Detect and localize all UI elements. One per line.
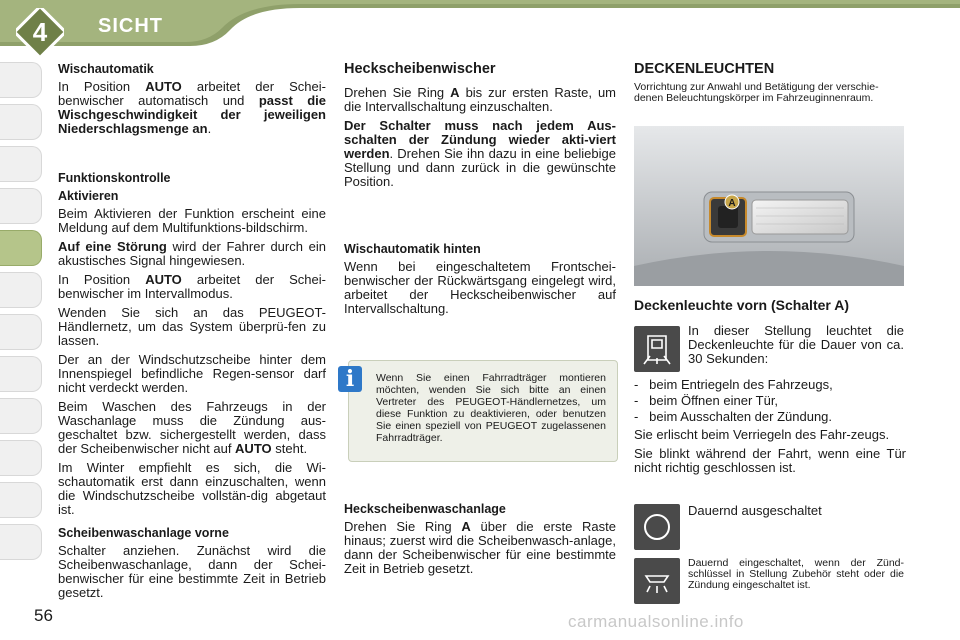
column-right-door-text bbox=[688, 324, 904, 371]
heading-heckscheibenwischer: Heckscheibenwischer bbox=[344, 61, 496, 77]
info-text: Wenn Sie einen Fahrradträger montieren möchten, wenden Sie sich bitte an einen Vertreter des PEUGEOT-Händlernetzes, um diese Funktion zu deaktivieren, oder benutzen Sie einen speziell von PEUGEOT zugelassenen Fahrradträger. bbox=[376, 372, 606, 444]
para-blinkt: Sie blinkt während der Fahrt, wenn eine Tür nicht richtig geschlossen ist. bbox=[634, 446, 906, 475]
heading-deckenleuchte-vorn: Deckenleuchte vorn (Schalter A) bbox=[634, 297, 849, 313]
heading-scheibenwaschanlage: Scheibenwaschanlage vorne bbox=[58, 526, 229, 540]
chapter-tab-11[interactable] bbox=[0, 482, 42, 518]
para-scheibenwaschanlage: Schalter anziehen. Zunächst wird die Scheibenwaschanlage, dann der Schei-benwischer für eine bestimmte Zeit in Betrieb gesetzt. bbox=[58, 543, 326, 600]
para-wischautomatik: In Position AUTO arbeitet der Schei-benwischer automatisch und passt die Wischgeschwindigkeit der jeweiligen Niederschlagsmenge an. bbox=[58, 79, 326, 136]
para-aktivieren-1: Beim Aktivieren der Funktion erscheint eine Meldung auf dem Multifunktions-bildschirm. bbox=[58, 206, 326, 235]
column-right-list bbox=[634, 378, 906, 480]
para-heckscheibenwaschanlage: Drehen Sie Ring A über die erste Raste hinaus; zuerst wird die Scheibenwasch-anlage, dann der Scheibenwischer für eine bestimmte Zeit in Betrieb gesetzt. bbox=[344, 519, 616, 576]
list-item: - beim Entriegeln des Fahrzeugs, bbox=[634, 377, 833, 392]
heading-wischautomatik-hinten: Wischautomatik hinten bbox=[344, 242, 481, 256]
column-middle-wischautomatik-hinten bbox=[344, 242, 616, 321]
chapter-tab-4[interactable] bbox=[0, 188, 42, 224]
list-item: - beim Öffnen einer Tür, bbox=[634, 393, 779, 408]
chapter-tab-10[interactable] bbox=[0, 440, 42, 476]
off-mode-icon-box bbox=[634, 504, 680, 550]
column-left bbox=[58, 62, 326, 605]
chapter-title: SICHT bbox=[98, 15, 163, 37]
chapter-tab-1[interactable] bbox=[0, 62, 42, 98]
chapter-tab-12[interactable] bbox=[0, 524, 42, 560]
label-dauernd-ein: Dauernd eingeschaltet, wenn der Zünd-schlüssel in Stellung Zubehör steht oder die Zündung eingeschaltet ist. bbox=[688, 557, 904, 591]
chapter-tab-7[interactable] bbox=[0, 314, 42, 350]
para-aktivieren-5: Der an der Windschutzscheibe hinter dem Innenspiegel befindliche Regen-sensor darf nicht verdeckt werden. bbox=[58, 352, 326, 395]
heading-heckscheibenwaschanlage: Heckscheibenwaschanlage bbox=[344, 502, 506, 516]
info-icon: i bbox=[338, 366, 362, 392]
para-wischautomatik-hinten: Wenn bei eingeschaltetem Frontschei-benwischer der Rückwärtsgang eingelegt wird, arbeitet der Heckscheibenwischer auf Intervallschaltung. bbox=[344, 259, 616, 316]
lamp-on-icon bbox=[634, 558, 680, 604]
para-erlischt: Sie erlischt beim Verriegeln des Fahr-zeugs. bbox=[634, 427, 890, 442]
chapter-tab-9[interactable] bbox=[0, 398, 42, 434]
column-middle-heckscheibenwaschanlage bbox=[344, 502, 616, 581]
heading-funktionskontrolle: Funktionskontrolle bbox=[58, 171, 171, 185]
heading-aktivieren: Aktivieren bbox=[58, 189, 119, 203]
subtitle-deckenleuchten: Vorrichtung zur Anwahl und Betätigung der verschie-denen Beleuchtungskörper im Fahrzeuginnenraum. bbox=[634, 81, 879, 104]
para-aktivieren-7: Im Winter empfiehlt es sich, die Wi-schautomatik erst dann einzuschalten, wenn die Windschutzscheibe vollstän-dig abgetaut ist. bbox=[58, 460, 326, 517]
chapter-tab-5-active[interactable] bbox=[0, 230, 42, 266]
chapter-tab-3[interactable] bbox=[0, 146, 42, 182]
para-deckenleuchte-vorn: In dieser Stellung leuchtet die Deckenleuchte für die Dauer von ca. 30 Sekunden: bbox=[688, 323, 904, 366]
label-dauernd-aus: Dauernd ausgeschaltet bbox=[688, 503, 822, 518]
chapter-tab-2[interactable] bbox=[0, 104, 42, 140]
page-number: 56 bbox=[34, 606, 53, 625]
chapter-badge bbox=[16, 8, 64, 56]
para-aktivieren-6: Beim Waschen des Fahrzeugs in der Waschanlage muss die Zündung aus-geschaltet bzw. sichergestellt werden, dass der Scheibenwischer nicht auf AUTO steht. bbox=[58, 399, 326, 456]
on-mode-icon-box bbox=[634, 558, 680, 604]
chapter-tab-8[interactable] bbox=[0, 356, 42, 392]
heading-wischautomatik: Wischautomatik bbox=[58, 62, 154, 76]
on-label-wrap bbox=[688, 558, 904, 596]
para-aktivieren-4: Wenden Sie sich an das PEUGEOT-Händlernetz, um das System überprü-fen zu lassen. bbox=[58, 305, 326, 348]
watermark-text: carmanualsonline.info bbox=[568, 612, 744, 631]
column-right bbox=[634, 62, 904, 104]
off-label-wrap bbox=[688, 504, 904, 523]
para-heckscheibenwischer-2: Der Schalter muss nach jedem Aus-schalten der Zündung wieder akti-viert werden. Drehen Sie ihn dazu in eine beliebige Stellung und dann zurück in die gewünschte Position. bbox=[344, 118, 616, 189]
lamp-off-icon bbox=[634, 504, 680, 550]
ceiling-lamp-photo bbox=[634, 126, 904, 286]
list-item: - beim Ausschalten der Zündung. bbox=[634, 409, 833, 424]
door-lamp-icon bbox=[634, 326, 680, 372]
column-middle bbox=[344, 62, 616, 194]
photo-label-a: A bbox=[728, 198, 736, 209]
chapter-tab-6[interactable] bbox=[0, 272, 42, 308]
heading-deckenleuchten: DECKENLEUCHTEN bbox=[634, 61, 775, 77]
door-mode-icon-box bbox=[634, 326, 680, 372]
chapter-number: 4 bbox=[32, 17, 48, 47]
para-heckscheibenwischer-1: Drehen Sie Ring A bis zur ersten Raste, um die Intervallschaltung einzuschalten. bbox=[344, 85, 617, 114]
para-aktivieren-3: In Position AUTO arbeitet der Schei-benwischer im Intervallmodus. bbox=[58, 272, 326, 301]
column-right-deckenleuchte-vorn bbox=[634, 298, 906, 312]
para-aktivieren-2: Auf eine Störung wird der Fahrer durch ein akustisches Signal hingewiesen. bbox=[58, 239, 326, 268]
